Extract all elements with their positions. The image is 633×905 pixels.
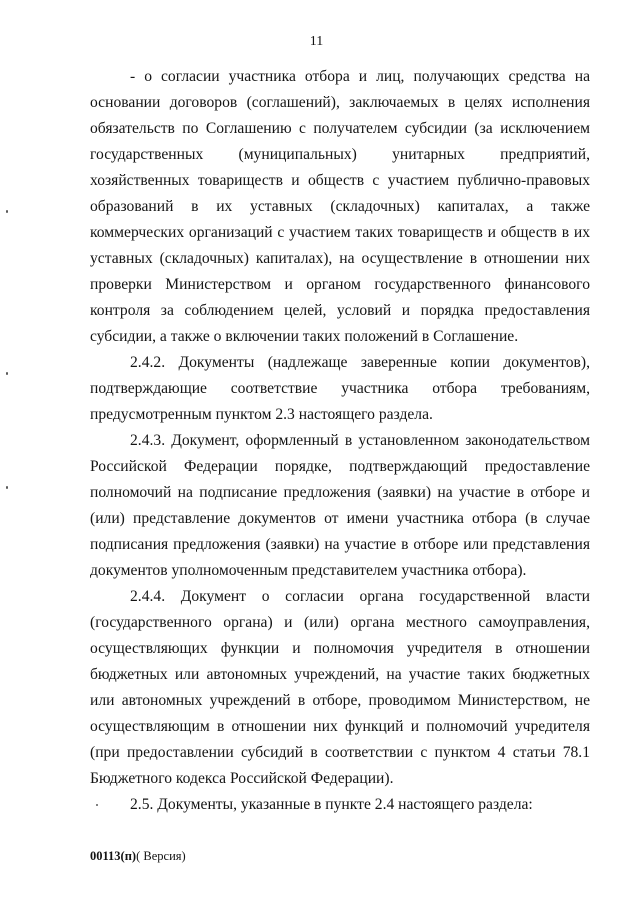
footer-code: 00113(п): [90, 849, 137, 863]
footer-version: ( Версия): [136, 849, 186, 863]
paragraph-consent-inspection: - о согласии участника отбора и лиц, получающих средства на основании договоров (соглашений), заключаемых в целях исполнения обязательств по Соглашению с получателем субсидии (за исключением государственных (муниципальных) унитарных предприятий, хозяйственных товариществ и обществ с участием публично-правовых образований в их уставных (складочных) капиталах, а также коммерческих организаций с участием таких товариществ и обществ в их уставных (складочных) капиталах), на осуществление в отношении них проверки Министерством и органом государственного финансового контроля за соблюдением целей, условий и порядка предоставления субсидии, а также о включении таких положений в Соглашение.: [90, 68, 590, 345]
scan-mark: [6, 486, 8, 489]
scan-mark: [96, 804, 98, 806]
scan-mark: [6, 210, 8, 213]
paragraph-2-4-3: 2.4.3. Документ, оформленный в установленном законодательством Российской Федерации порядке, подтверждающий предоставление полномочий на подписание предложения (заявки) на участие в отборе и (или) представление документов от имени участника отбора (в случае подписания предложения (заявки) на участие в отборе или представления документов уполномоченным представителем участника отбора).: [90, 432, 590, 579]
paragraph-2-4-2: 2.4.2. Документы (надлежаще заверенные копии документов), подтверждающие соответствие участника отбора требованиям, предусмотренным пунктом 2.3 настоящего раздела.: [90, 354, 590, 423]
document-body: [90, 64, 590, 818]
paragraph-2-4-4: 2.4.4. Документ о согласии органа государственной власти (государственного органа) и (или) органа местного самоуправления, осуществляющих функции и полномочия учредителя в отношении бюджетных или автономных учреждений, на участие таких бюджетных или автономных учреждений в отборе, проводимом Министерством, не осуществляющим в отношении них функций и полномочий учредителя (при предоставлении субсидий в соответствии с пунктом 4 статьи 78.1 Бюджетного кодекса Российской Федерации).: [90, 588, 590, 787]
page-number: 11: [309, 34, 324, 49]
paragraph-2-5: 2.5. Документы, указанные в пункте 2.4 настоящего раздела:: [130, 796, 533, 813]
footer-document-code: [90, 849, 186, 864]
scan-mark: [6, 372, 8, 375]
